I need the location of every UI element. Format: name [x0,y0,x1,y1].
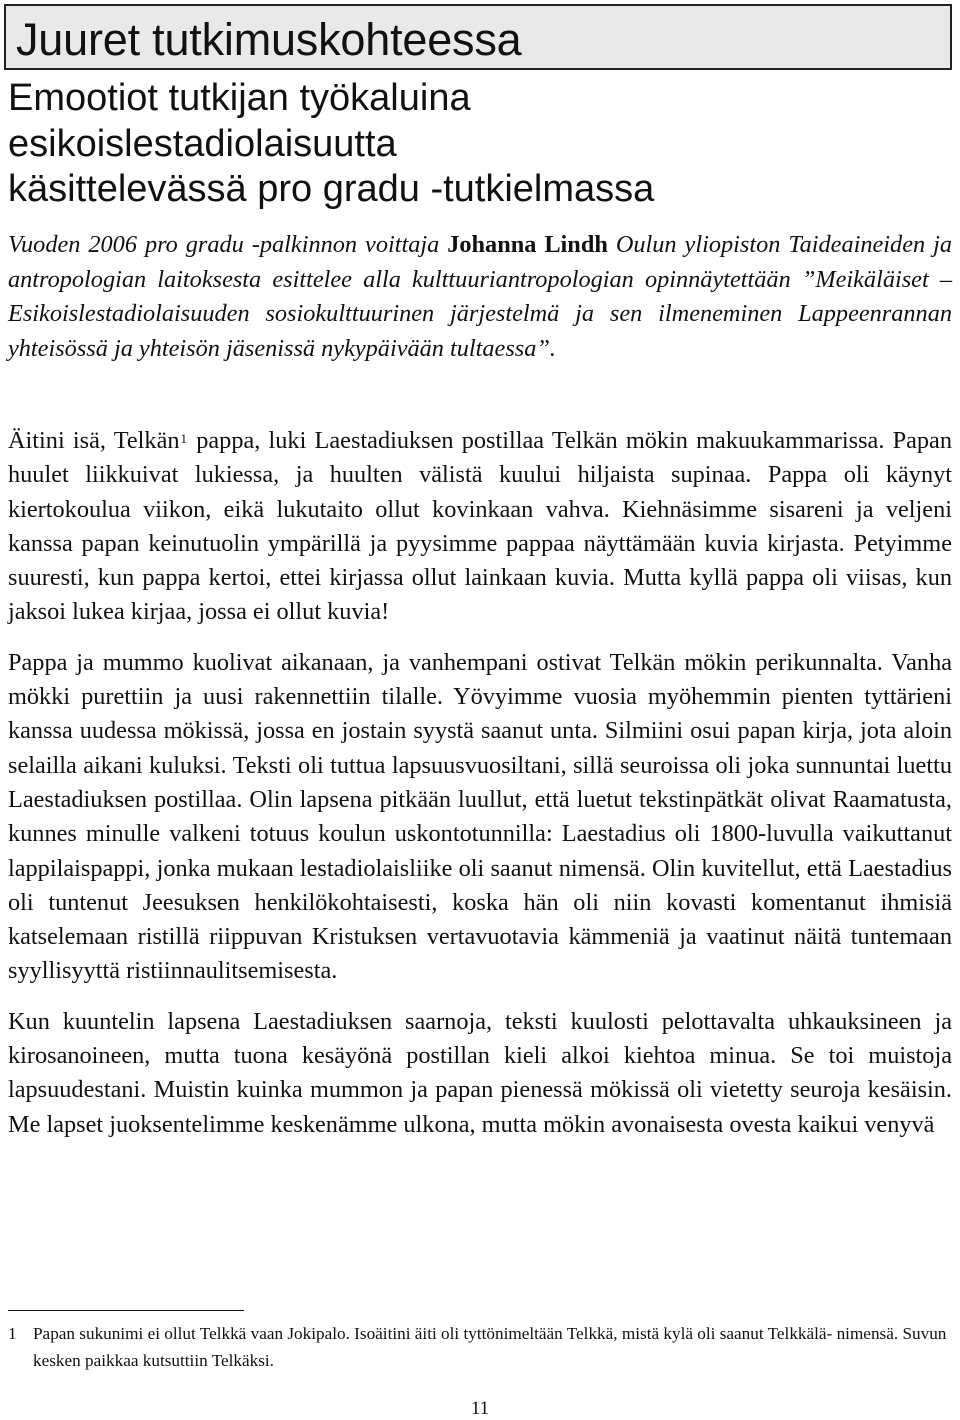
body-paragraph: Pappa ja mummo kuolivat aikanaan, ja vanhempani ostivat Telkän mökin perikunnalta. Vanha mökki purettiin ja uusi rakennettiin tilalle. Yövyimme vuosia myöhemmin pienten tyttärieni kanssa uudessa mökissä, jossa en jostain syystä saanut unta. Silmiini osui papan kirja, jota aloin selailla aikani kuluksi. Teksti oli tuttua lapsuusvuosiltani, sillä seuroissa oli joka sunnuntai luettu Laestadiuksen postillaa. Olin lapsena pitkään luullut, että luetut tekstinpätkät olivat Raamatusta, kunnes minulle valkeni totuus koulun uskontotunnilla: Laestadius oli 1800-luvulla vaikuttanut lappilaispappi, jonka mukaan lestadiolaisliike oli saanut nimensä. Olin kuvitellut, että Laestadius oli tuntenut Jeesuksen henkilökohtaisesti, koska hän oli niin kovasti komentanut ihmisiä katselemaan ristillä riippuvan Kristuksen vertavuotavia kämmeniä ja vaatinut näitä tuntemaan syyllisyyttä ristiinnaulitsemisesta. [8,648,952,985]
intro-text-after: Oulun yliopiston Taideaineiden ja antropologian laitoksesta esittelee alla kulttuuriantropologian opinnäytettään ”Meikäläiset – Esikoislestadiolaisuuden sosiokulttuurinen järjestelmä ja sen ilmeneminen Lappeenrannan yhteisössä ja yhteisön jäsenissä nykypäivään tultaessa”. [8,231,952,362]
footnote-reference[interactable]: 1 [180,431,188,446]
footnote-text: Papan sukunimi ei ollut Telkkä vaan Jokipalo. Isoäitini äiti oli tyttönimeltään Telkkä, mistä kylä oli saanut Telkkälä- nimensä. Suvun kesken paikkaa kutsuttiin Telkäksi. [33,1324,947,1370]
subtitle-line: esikoislestadiolaisuutta [8,122,397,165]
intro-text-before: Vuoden 2006 pro gradu -palkinnon voittaja [8,231,448,258]
paragraph-text: pappa, luki Laestadiuksen postillaa Telkän mökin makuukammarissa. Papan huulet liikkuivat lukiessa, ja huulten välistä kuului hiljaista supinaa. Pappa oli käynyt kiertokoulua viikon, eikä lukutaito ollut kovinkaan vahva. Kiehnäsimme sisareni ja veljeni kanssa papan keinutuolin ympärillä ja pyysimme pappaa näyttämään kuvia kirjasta. Petyimme suuresti, kun pappa kertoi, ettei kirjassa ollut lainkaan kuvia. Mutta kyllä pappa oli viisas, kun jaksoi lukea kirjaa, jossa ei ollut kuvia! [8,427,952,626]
subtitle-line: käsittelevässä pro gradu -tutkielmassa [8,168,655,210]
subtitle-line: Emootiot tutkijan työkaluina [8,77,471,119]
footnote-divider [8,1310,244,1311]
article-body [8,424,952,1158]
body-paragraph: Kun kuuntelin lapsena Laestadiuksen saarnoja, teksti kuulosti pelottavalta uhkauksineen ja kirosanoineen, mutta tuona kesäyönä postillan kieli alkoi kiehtoa minua. Se toi muistoja lapsuudestani. Muistin kuinka mummon ja papan pienessä mökissä oli vietetty seuroja kesäisin. Me lapset juoksentelimme keskenämme ulkona, mutta mökin avonaisesta ovesta kaikui venyvä [8,1007,952,1138]
subtitle [8,76,948,213]
title-banner [4,4,952,70]
page-number: 11 [470,1398,490,1419]
footnote-number: 1 [8,1324,17,1343]
paragraph-text: Äitini isä, Telkän [8,427,180,454]
author-name: Johanna Lindh [447,231,608,258]
page-title: Juuret tutkimuskohteessa [16,14,522,65]
intro-paragraph [8,228,952,366]
body-paragraph [8,424,952,630]
footnote [8,1320,952,1374]
